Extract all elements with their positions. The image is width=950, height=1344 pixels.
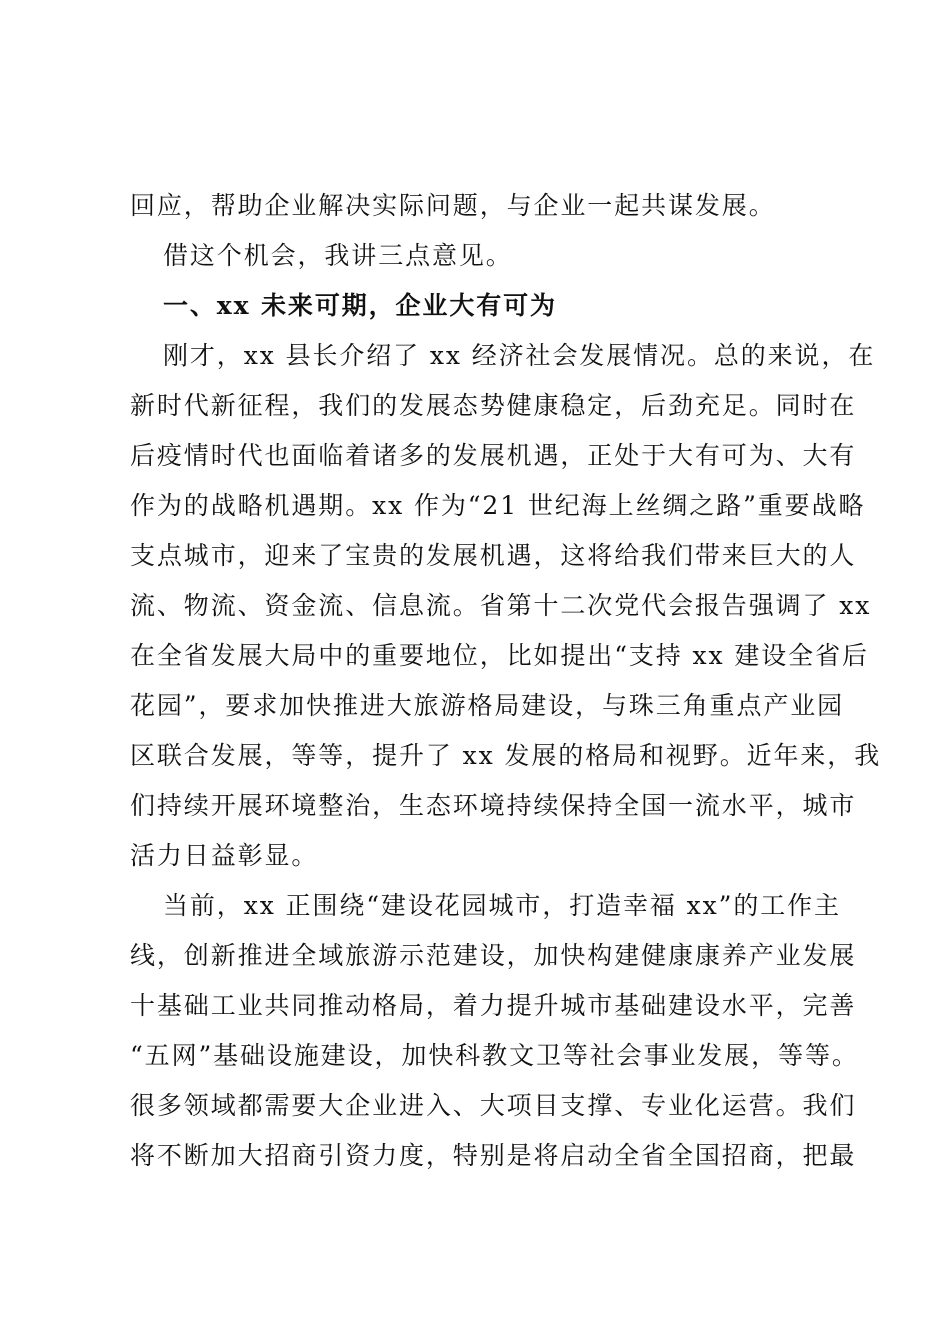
body-paragraph-2-line: 十基础工业共同推动格局，着力提升城市基础建设水平，完善	[130, 991, 857, 1020]
body-paragraph-1-line: 后疫情时代也面临着诸多的发展机遇，正处于大有可为、大有	[130, 441, 857, 470]
section-heading-1: 一、xx 未来可期，企业大有可为	[163, 291, 557, 320]
body-paragraph-1-line: 们持续开展环境整治，生态环境持续保持全国一流水平，城市	[130, 791, 857, 820]
paragraph-continuation-line: 回应，帮助企业解决实际问题，与企业一起共谋发展。	[130, 191, 776, 220]
body-paragraph-2-line: 当前，xx 正围绕“建设花园城市，打造幸福 xx”的工作主	[163, 891, 841, 920]
body-paragraph-1-line: 活力日益彰显。	[130, 841, 319, 870]
body-paragraph-1-line: 刚才，xx 县长介绍了 xx 经济社会发展情况。总的来说，在	[163, 341, 876, 370]
intro-paragraph: 借这个机会，我讲三点意见。	[163, 241, 513, 270]
body-paragraph-2-line: 线，创新推进全域旅游示范建设，加快构建健康康养产业发展	[130, 941, 857, 970]
body-paragraph-1-line: 在全省发展大局中的重要地位，比如提出“支持 xx 建设全省后	[130, 641, 869, 670]
body-paragraph-2-line: 将不断加大招商引资力度，特别是将启动全省全国招商，把最	[130, 1141, 857, 1170]
body-paragraph-1-line: 作为的战略机遇期。xx 作为“21 世纪海上丝绸之路”重要战略	[130, 491, 866, 520]
body-paragraph-1-line: 花园”，要求加快推进大旅游格局建设，与珠三角重点产业园	[130, 691, 845, 720]
body-paragraph-1-line: 新时代新征程，我们的发展态势健康稳定，后劲充足。同时在	[130, 391, 857, 420]
body-paragraph-2-line: “五网”基础设施建设，加快科教文卫等社会事业发展，等等。	[130, 1041, 859, 1070]
body-paragraph-1-line: 支点城市，迎来了宝贵的发展机遇，这将给我们带来巨大的人	[130, 541, 857, 570]
body-paragraph-1-line: 区联合发展，等等，提升了 xx 发展的格局和视野。近年来，我	[130, 741, 882, 770]
body-paragraph-2-line: 很多领域都需要大企业进入、大项目支撑、专业化运营。我们	[130, 1091, 857, 1120]
body-paragraph-1-line: 流、物流、资金流、信息流。省第十二次党代会报告强调了 xx	[130, 591, 872, 620]
